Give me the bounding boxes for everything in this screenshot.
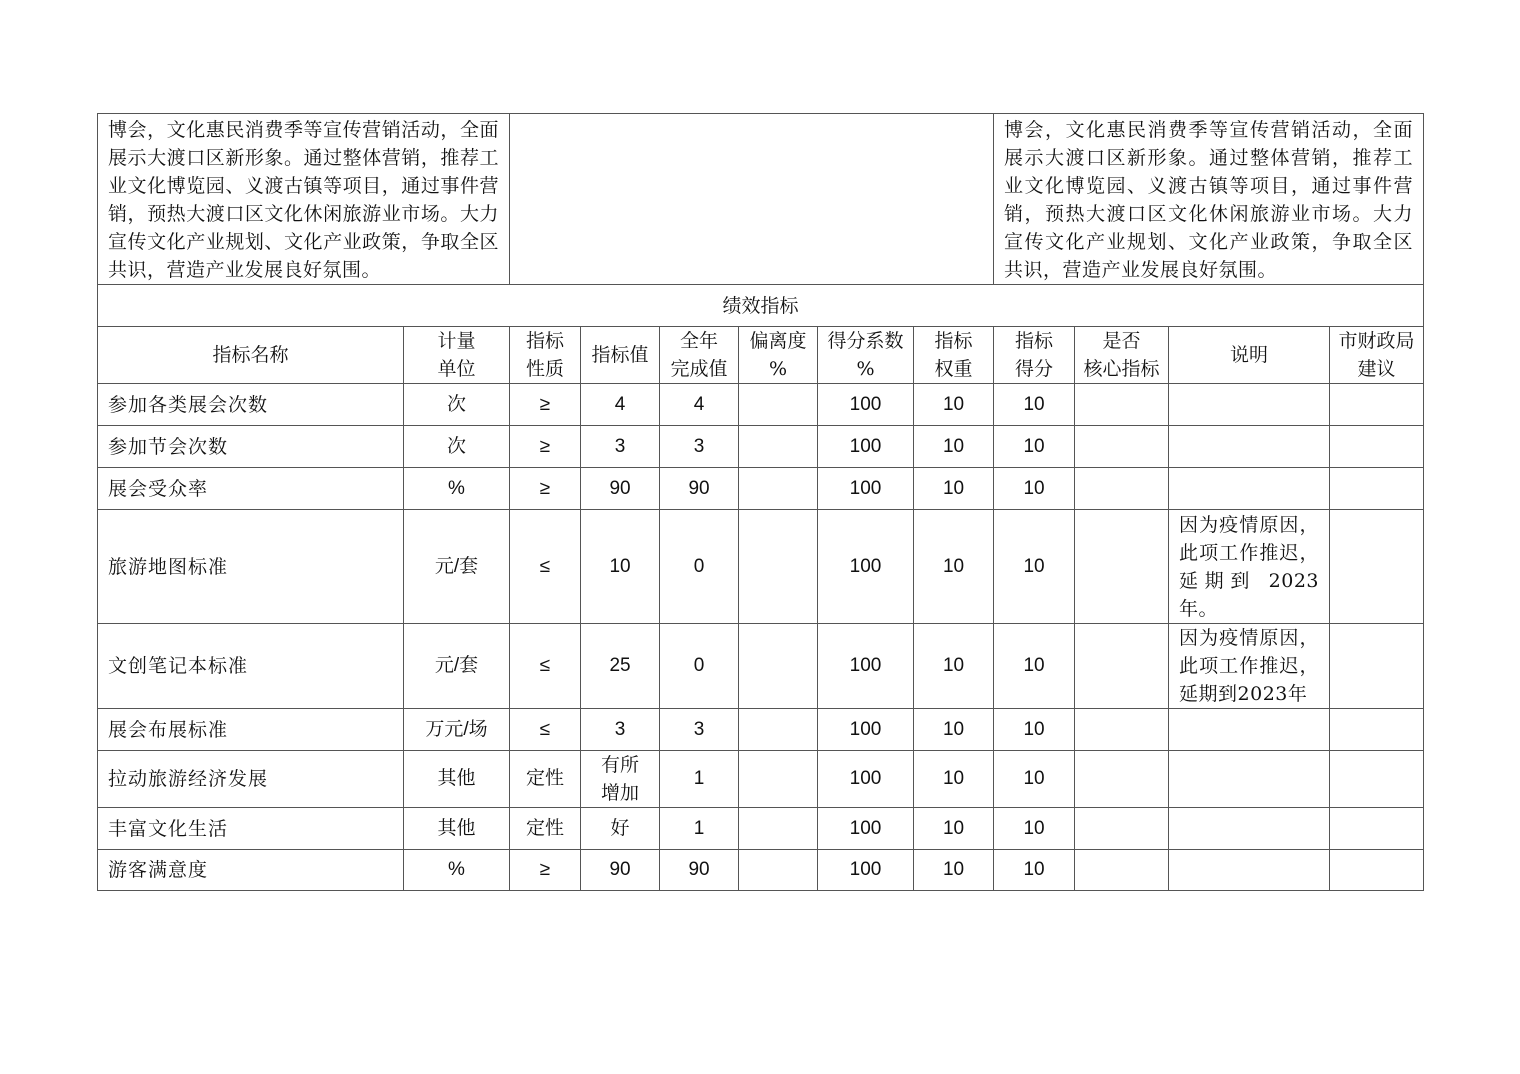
cell-score: 10 [994, 510, 1075, 624]
cell-weight: 10 [914, 468, 994, 510]
cell-deviation [739, 624, 818, 709]
cell-note [1169, 751, 1330, 808]
intro-left-cell: 博会，文化惠民消费季等宣传营销活动，全面展示大渡口区新形象。通过整体营销，推荐工业文化博览园、义渡古镇等项目，通过事件营销，预热大渡口区文化休闲旅游业市场。大力宣传文化产业规划、文化产业政策，争取全区共识，营造产业发展良好氛围。 [98, 114, 510, 285]
cell-core [1075, 751, 1169, 808]
cell-name: 参加节会次数 [98, 426, 404, 468]
cell-bureau [1330, 751, 1424, 808]
cell-nature: ≥ [510, 384, 581, 426]
cell-name: 旅游地图标准 [98, 510, 404, 624]
section-title: 绩效指标 [98, 285, 1424, 327]
cell-core [1075, 426, 1169, 468]
cell-note [1169, 850, 1330, 891]
cell-note [1169, 808, 1330, 850]
header-actual: 全年 完成值 [660, 327, 739, 384]
cell-deviation [739, 751, 818, 808]
table-row [98, 624, 1424, 709]
cell-target: 4 [581, 384, 660, 426]
cell-target: 3 [581, 426, 660, 468]
cell-deviation [739, 510, 818, 624]
cell-bureau [1330, 510, 1424, 624]
cell-actual: 3 [660, 426, 739, 468]
cell-unit: 其他 [404, 808, 510, 850]
table-row [98, 751, 1424, 808]
header-score: 指标 得分 [994, 327, 1075, 384]
cell-core [1075, 808, 1169, 850]
cell-unit: % [404, 850, 510, 891]
cell-name: 文创笔记本标准 [98, 624, 404, 709]
cell-score: 10 [994, 468, 1075, 510]
cell-target: 90 [581, 850, 660, 891]
cell-score: 10 [994, 709, 1075, 751]
table-row [98, 709, 1424, 751]
cell-nature: ≤ [510, 709, 581, 751]
cell-name: 游客满意度 [98, 850, 404, 891]
cell-nature: ≥ [510, 426, 581, 468]
cell-note: 因为疫情原因，此项工作推迟，延期到2023年 [1169, 624, 1330, 709]
header-row [98, 327, 1424, 384]
cell-actual: 0 [660, 624, 739, 709]
cell-coef: 100 [818, 850, 914, 891]
cell-name: 展会受众率 [98, 468, 404, 510]
cell-nature: ≥ [510, 468, 581, 510]
header-note: 说明 [1169, 327, 1330, 384]
cell-actual: 90 [660, 850, 739, 891]
cell-core [1075, 510, 1169, 624]
cell-weight: 10 [914, 624, 994, 709]
rows-body [98, 384, 1424, 891]
cell-score: 10 [994, 850, 1075, 891]
cell-target: 好 [581, 808, 660, 850]
cell-score: 10 [994, 426, 1075, 468]
cell-nature: ≥ [510, 850, 581, 891]
intro-right-cell: 博会，文化惠民消费季等宣传营销活动，全面展示大渡口区新形象。通过整体营销，推荐工业文化博览园、义渡古镇等项目，通过事件营销，预热大渡口区文化休闲旅游业市场。大力宣传文化产业规划、文化产业政策，争取全区共识，营造产业发展良好氛围。 [994, 114, 1424, 285]
cell-note: 因为疫情原因，此项工作推迟，延期到 2023 年。 [1169, 510, 1330, 624]
cell-note [1169, 468, 1330, 510]
cell-deviation [739, 426, 818, 468]
cell-unit: 次 [404, 426, 510, 468]
table-row [98, 384, 1424, 426]
cell-core [1075, 850, 1169, 891]
table-row [98, 510, 1424, 624]
intro-middle-cell [510, 114, 994, 285]
cell-deviation [739, 468, 818, 510]
cell-coef: 100 [818, 709, 914, 751]
header-core: 是否 核心指标 [1075, 327, 1169, 384]
cell-actual: 4 [660, 384, 739, 426]
cell-core [1075, 709, 1169, 751]
cell-deviation [739, 709, 818, 751]
cell-name: 参加各类展会次数 [98, 384, 404, 426]
cell-coef: 100 [818, 468, 914, 510]
cell-bureau [1330, 709, 1424, 751]
cell-actual: 1 [660, 808, 739, 850]
cell-unit: 万元/场 [404, 709, 510, 751]
cell-name: 拉动旅游经济发展 [98, 751, 404, 808]
cell-target: 10 [581, 510, 660, 624]
cell-actual: 3 [660, 709, 739, 751]
cell-score: 10 [994, 624, 1075, 709]
cell-note [1169, 709, 1330, 751]
cell-deviation [739, 850, 818, 891]
cell-weight: 10 [914, 426, 994, 468]
cell-nature: ≤ [510, 510, 581, 624]
table-row [98, 426, 1424, 468]
cell-unit: 元/套 [404, 510, 510, 624]
cell-weight: 10 [914, 850, 994, 891]
header-coef: 得分系数 % [818, 327, 914, 384]
cell-bureau [1330, 384, 1424, 426]
header-deviation: 偏离度 % [739, 327, 818, 384]
cell-core [1075, 624, 1169, 709]
cell-weight: 10 [914, 808, 994, 850]
cell-coef: 100 [818, 624, 914, 709]
cell-unit: 元/套 [404, 624, 510, 709]
table-row [98, 808, 1424, 850]
cell-score: 10 [994, 808, 1075, 850]
cell-bureau [1330, 624, 1424, 709]
performance-table [97, 113, 1424, 891]
cell-actual: 90 [660, 468, 739, 510]
cell-name: 丰富文化生活 [98, 808, 404, 850]
header-name: 指标名称 [98, 327, 404, 384]
intro-row [98, 114, 1424, 285]
cell-note [1169, 426, 1330, 468]
cell-coef: 100 [818, 751, 914, 808]
cell-bureau [1330, 850, 1424, 891]
cell-coef: 100 [818, 426, 914, 468]
header-unit: 计量 单位 [404, 327, 510, 384]
cell-unit: 其他 [404, 751, 510, 808]
cell-weight: 10 [914, 384, 994, 426]
cell-note [1169, 384, 1330, 426]
cell-actual: 0 [660, 510, 739, 624]
section-title-row [98, 285, 1424, 327]
performance-sheet [97, 113, 1423, 891]
cell-bureau [1330, 808, 1424, 850]
table-row [98, 850, 1424, 891]
header-bureau: 市财政局 建议 [1330, 327, 1424, 384]
cell-weight: 10 [914, 510, 994, 624]
header-target: 指标值 [581, 327, 660, 384]
cell-deviation [739, 384, 818, 426]
cell-weight: 10 [914, 709, 994, 751]
cell-core [1075, 384, 1169, 426]
cell-name: 展会布展标准 [98, 709, 404, 751]
header-weight: 指标 权重 [914, 327, 994, 384]
cell-core [1075, 468, 1169, 510]
cell-nature: 定性 [510, 808, 581, 850]
cell-coef: 100 [818, 510, 914, 624]
cell-bureau [1330, 426, 1424, 468]
cell-target: 3 [581, 709, 660, 751]
cell-bureau [1330, 468, 1424, 510]
table-row [98, 468, 1424, 510]
cell-score: 10 [994, 751, 1075, 808]
cell-coef: 100 [818, 384, 914, 426]
cell-nature: 定性 [510, 751, 581, 808]
cell-target: 25 [581, 624, 660, 709]
cell-unit: 次 [404, 384, 510, 426]
header-nature: 指标 性质 [510, 327, 581, 384]
cell-unit: % [404, 468, 510, 510]
cell-target: 90 [581, 468, 660, 510]
cell-actual: 1 [660, 751, 739, 808]
cell-weight: 10 [914, 751, 994, 808]
cell-deviation [739, 808, 818, 850]
cell-score: 10 [994, 384, 1075, 426]
cell-nature: ≤ [510, 624, 581, 709]
cell-coef: 100 [818, 808, 914, 850]
cell-target: 有所增加 [581, 751, 660, 808]
